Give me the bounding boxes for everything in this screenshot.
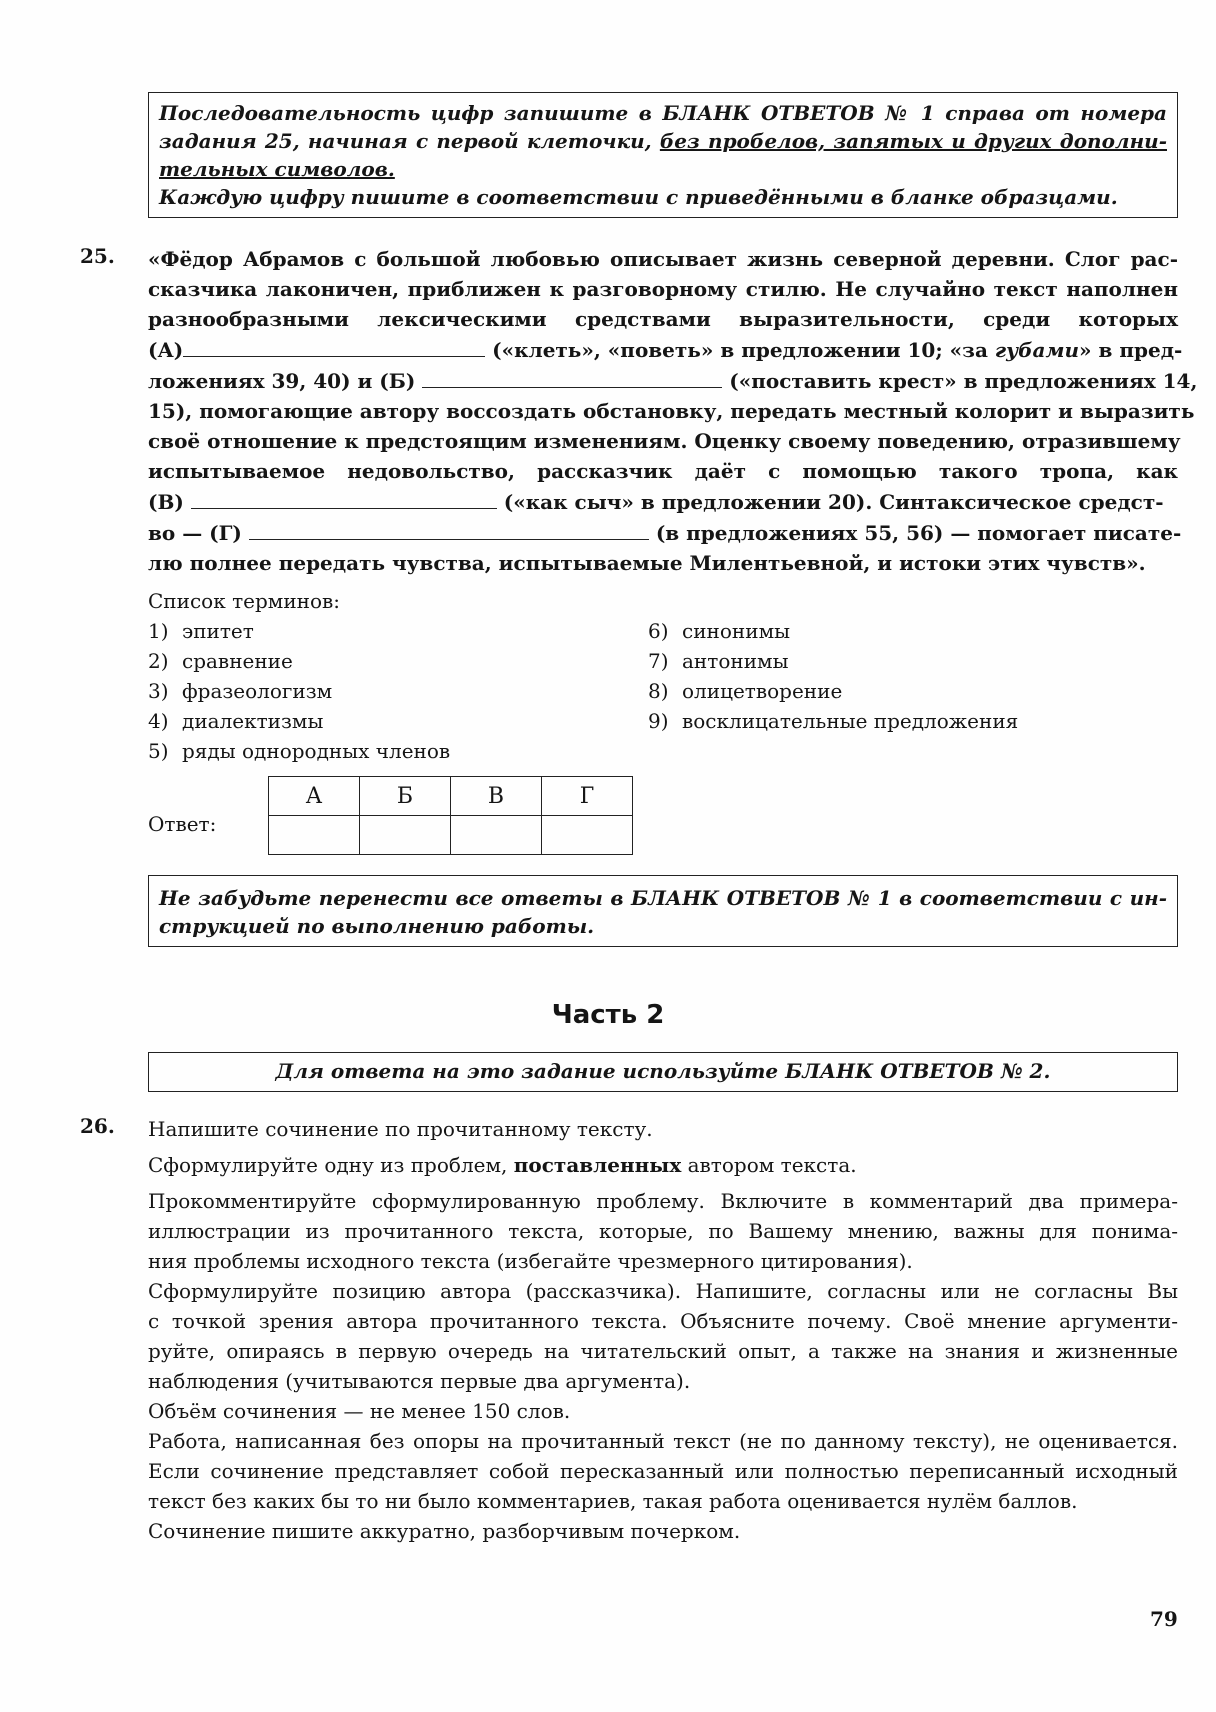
- term-item: 5) ряды однородных членов: [148, 739, 451, 763]
- blank-g: [249, 517, 649, 540]
- answer-cell-v[interactable]: [451, 816, 542, 855]
- task-26-number: 26.: [80, 1114, 115, 1138]
- part-2-title: Часть 2: [551, 1000, 665, 1030]
- blank-b: [422, 365, 722, 388]
- task-25-line: лю полнее передать чувства, испытываемые Милентьевной, и истоки этих чувств».: [148, 551, 1146, 575]
- answer-cell-a[interactable]: [269, 816, 360, 855]
- instruction-line-3: тельных символов.: [159, 157, 395, 181]
- task-26-paragraph: Объём сочинения — не менее 150 слов.: [148, 1399, 571, 1423]
- term-item: 7) антонимы: [648, 649, 789, 673]
- answer-cell-g[interactable]: [542, 816, 633, 855]
- answer-header-g: Г: [542, 777, 633, 816]
- instruction-line-1: Последовательность цифр запишите в БЛАНК ОТВЕТОВ № 1 справа от номера: [159, 101, 1167, 125]
- task-26-line: Сформулируйте позицию автора (рассказчика). Напишите, согласны или не согласны Вы: [148, 1279, 1178, 1303]
- task-26-paragraph: Сформулируйте одну из проблем, поставленных автором текста.: [148, 1153, 857, 1177]
- task-26-text: [148, 1114, 1178, 1546]
- term-item: 4) диалектизмы: [148, 709, 324, 733]
- term-item: 8) олицетворение: [648, 679, 843, 703]
- task-25-text: [148, 244, 1198, 578]
- blank-v: [191, 486, 497, 509]
- term-item: 2) сравнение: [148, 649, 293, 673]
- task-25-line: испытываемое недовольство, рассказчик даёт с помощью такого тропа, как: [148, 459, 1178, 483]
- task-26-line: с точкой зрения автора прочитанного текста. Объясните почему. Своё мнение аргументи-: [148, 1309, 1178, 1333]
- term-item: 1) эпитет: [148, 619, 254, 643]
- task-26-line: ния проблемы исходного текста (избегайте чрезмерного цитирования).: [148, 1249, 913, 1273]
- instruction-line-2: задания 25, начиная с первой клеточки, без пробелов, запятых и других дополни-: [159, 129, 1167, 153]
- terms-left-column: [148, 616, 450, 766]
- task-25-line: своё отношение к предстоящим изменениям. Оценку своему поведению, отразившему: [148, 429, 1181, 453]
- instruction-line-4: Каждую цифру пишите в соответствии с приведёнными в бланке образцами.: [159, 185, 1118, 209]
- answer-header-a: А: [269, 777, 360, 816]
- terms-list: [148, 586, 1019, 763]
- task-25-line: (А) («клеть», «поветь» в предложении 10; «за губами» в пред-: [148, 334, 1178, 365]
- task-26-line: руйте, опираясь в первую очередь на читательский опыт, а также на знания и жизненные: [148, 1339, 1178, 1363]
- terms-title: Список терминов:: [148, 589, 341, 613]
- task-26-line: Если сочинение представляет собой пересказанный или полностью переписанный исходный: [148, 1459, 1178, 1483]
- task-25-number: 25.: [80, 244, 115, 268]
- task-25-line: (В) («как сыч» в предложении 20). Синтаксическое средст-: [148, 486, 1178, 517]
- answer-header-b: Б: [360, 777, 451, 816]
- task-26-paragraph: Напишите сочинение по прочитанному тексту.: [148, 1117, 653, 1141]
- task-25-line: во — (Г) (в предложениях 55, 56) — помогает писате-: [148, 517, 1178, 548]
- answer-cell-b[interactable]: [360, 816, 451, 855]
- reminder-box: [148, 875, 1178, 947]
- task-25-line: ложениях 39, 40) и (Б) («поставить крест» в предложениях 14,: [148, 365, 1178, 396]
- part-2-instruction-box: Для ответа на это задание используйте БЛАНК ОТВЕТОВ № 2.: [148, 1052, 1178, 1092]
- term-item: 3) фразеологизм: [148, 679, 333, 703]
- answer-label: Ответ:: [148, 812, 217, 836]
- page-number: 79: [1150, 1607, 1178, 1631]
- reminder-line-1: Не забудьте перенести все ответы в БЛАНК ОТВЕТОВ № 1 в соответствии с ин-: [159, 886, 1167, 910]
- task-25-line: 15), помогающие автору воссоздать обстановку, передать местный колорит и выразить: [148, 399, 1195, 423]
- task-25-line: «Фёдор Абрамов с большой любовью описывает жизнь северной деревни. Слог рас-: [148, 247, 1178, 271]
- blank-a: [183, 334, 485, 357]
- answer-header-v: В: [451, 777, 542, 816]
- term-item: 6) синонимы: [648, 619, 791, 643]
- task-26-line: наблюдения (учитываются первые два аргумента).: [148, 1369, 691, 1393]
- answer-table: [268, 776, 633, 855]
- terms-right-column: [648, 616, 1018, 736]
- term-item: 9) восклицательные предложения: [648, 709, 1019, 733]
- task-26-paragraph: Сочинение пишите аккуратно, разборчивым почерком.: [148, 1519, 741, 1543]
- reminder-line-2: струкцией по выполнению работы.: [159, 914, 595, 938]
- task-26-paragraph: Работа, написанная без опоры на прочитанный текст (не по данному тексту), не оценивается.: [148, 1429, 1178, 1453]
- task-26-line: текст без каких бы то ни было комментариев, такая работа оценивается нулём баллов.: [148, 1489, 1078, 1513]
- task-25-line: сказчика лаконичен, приближен к разговорному стилю. Не случайно текст наполнен: [148, 277, 1178, 301]
- task-26-line: иллюстрации из прочитанного текста, которые, по Вашему мнению, важны для понима-: [148, 1219, 1178, 1243]
- task-26-line: Прокомментируйте сформулированную проблему. Включите в комментарий два примера-: [148, 1189, 1178, 1213]
- task-25-line: разнообразными лексическими средствами выразительности, среди которых: [148, 307, 1178, 331]
- instruction-box: [148, 92, 1178, 218]
